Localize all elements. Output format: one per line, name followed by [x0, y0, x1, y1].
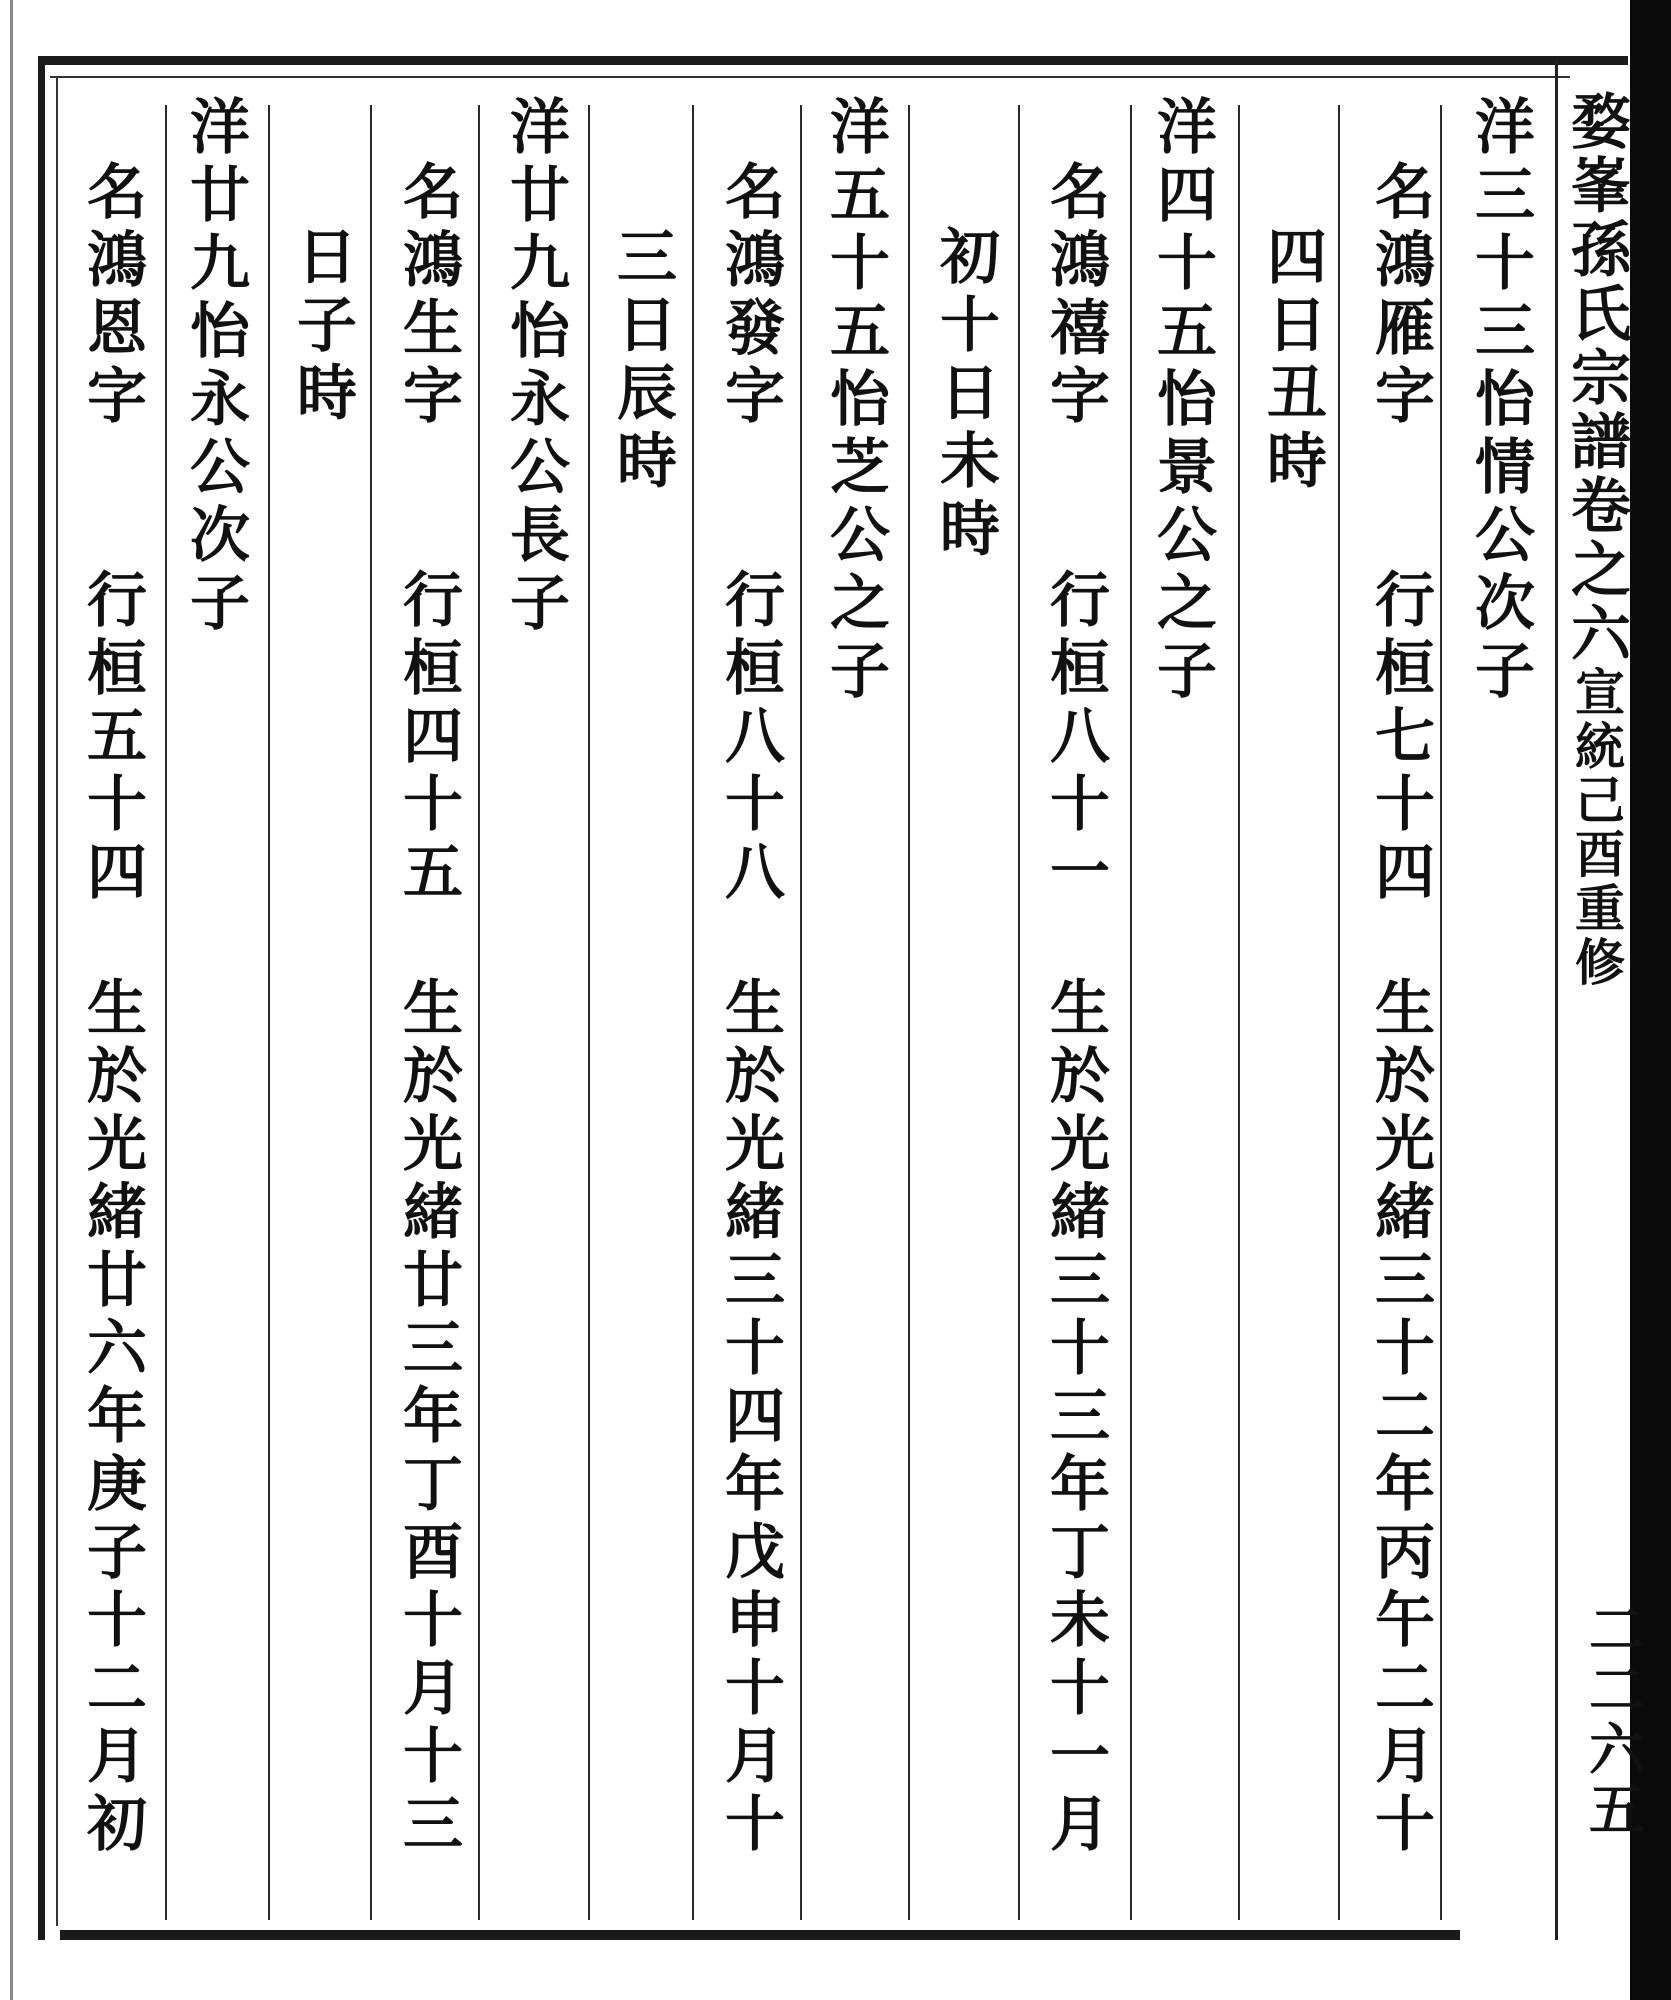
page-edge — [10, 0, 13, 2000]
entry-5-parent-line: 洋廿九怡永公次子 — [180, 95, 250, 639]
column-rule — [370, 105, 372, 1920]
bottom-border — [60, 1930, 1460, 1940]
column-rule — [692, 105, 694, 1920]
margin-folio: 二二六五 — [1580, 1600, 1646, 1840]
entry-4-time-line: 日子時 — [287, 225, 357, 429]
margin-book-title: 婺峯孫氏宗譜 — [1561, 90, 1631, 474]
column-rule — [1130, 105, 1132, 1920]
left-inner-border — [56, 76, 58, 1926]
column-rule — [800, 105, 802, 1920]
entry-4-parent-line: 洋廿九怡永公長子 — [500, 95, 570, 639]
column-rule — [165, 105, 167, 1920]
entry-5-name-line: 名鴻恩字 行桓五十四 生於光緒廿六年庚子十二月初 — [77, 160, 147, 1860]
entry-2-parent-line: 洋四十五怡景公之子 — [1147, 95, 1217, 707]
left-border — [38, 56, 45, 1940]
entry-4-name-line: 名鴻生字 行桓四十五 生於光緒廿三年丁酉十月十三 — [393, 160, 463, 1860]
entry-2-name-line: 名鴻禧字 行桓八十一 生於光緒三十三年丁未十一月 — [1040, 160, 1110, 1860]
entry-3-name-line: 名鴻發字 行桓八十八 生於光緒三十四年戊申十月十 — [715, 160, 785, 1860]
entry-2-time-line: 初十日未時 — [930, 225, 1000, 565]
entry-1-time-line: 四日丑時 — [1257, 225, 1327, 497]
top-inner-border — [50, 76, 1570, 78]
column-rule — [1018, 105, 1020, 1920]
entry-3-time-line: 三日辰時 — [607, 225, 677, 497]
entry-1-name-line: 名鴻雁字 行桓七十四 生於光緒三十二年丙午二月十 — [1365, 160, 1435, 1860]
column-rule — [268, 105, 270, 1920]
margin-divider — [1555, 60, 1558, 1940]
top-border — [38, 56, 1628, 65]
margin-title — [1561, 90, 1631, 990]
entry-1-parent-line: 洋三十三怡情公次子 — [1465, 95, 1535, 707]
entry-3-parent-line: 洋五十五怡芝公之子 — [820, 95, 890, 707]
column-rule — [1440, 105, 1442, 1920]
column-rule — [478, 105, 480, 1920]
column-rule — [908, 105, 910, 1920]
column-rule — [588, 105, 590, 1920]
column-rule — [1338, 105, 1340, 1920]
column-rule — [1238, 105, 1240, 1920]
margin-edition: 宣統己酉重修 — [1567, 666, 1626, 990]
margin-volume: 卷之六 — [1561, 474, 1631, 666]
